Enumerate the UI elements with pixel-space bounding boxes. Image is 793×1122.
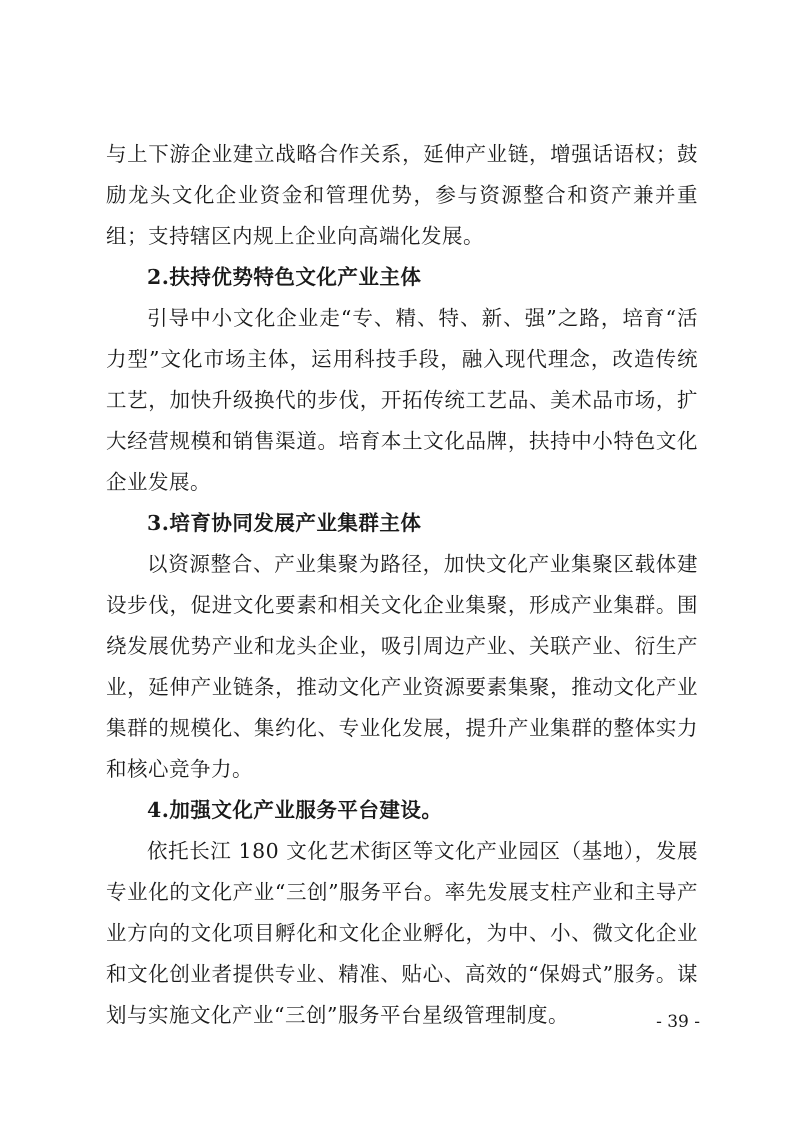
paragraph-section-2: 引导中小文化企业走“专、精、特、新、强”之路，培育“活力型”文化市场主体，运用科技手段，融入现代理念，改造传统工艺，加快升级换代的步伐，开拓传统工艺品、美术品市场，扩大经营规模和销售渠道。培育本土文化品牌，扶持中小特色文化企业发展。: [106, 306, 698, 494]
section-heading-2: 2.扶持优势特色文化产业主体: [147, 265, 422, 289]
paragraph-continuation: 与上下游企业建立战略合作关系，延伸产业链，增强话语权；鼓励龙头文化企业资金和管理优势，参与资源整合和资产兼并重组；支持辖区内规上企业向高端化发展。: [106, 142, 698, 248]
section-heading-3: 3.培育协同发展产业集群主体: [147, 511, 422, 535]
page-number: - 39 -: [656, 1012, 700, 1032]
paragraph-section-4: 依托长江 180 文化艺术街区等文化产业园区（基地），发展专业化的文化产业“三创”服务平台。率先发展支柱产业和主导产业方向的文化项目孵化和文化企业孵化，为中、小、微文化企业和文化创业者提供专业、精准、贴心、高效的“保姆式”服务。谋划与实施文化产业“三创”服务平台星级管理制度。: [106, 839, 698, 1027]
document-body: [106, 134, 698, 1036]
section-heading-4: 4.加强文化产业服务平台建设。: [147, 798, 443, 822]
paragraph-section-3: 以资源整合、产业集聚为路径，加快文化产业集聚区载体建设步伐，促进文化要素和相关文化企业集聚，形成产业集群。围绕发展优势产业和龙头企业，吸引周边产业、关联产业、衍生产业，延伸产业链条，推动文化产业资源要素集聚，推动文化产业集群的规模化、集约化、专业化发展，提升产业集群的整体实力和核心竞争力。: [106, 552, 698, 781]
